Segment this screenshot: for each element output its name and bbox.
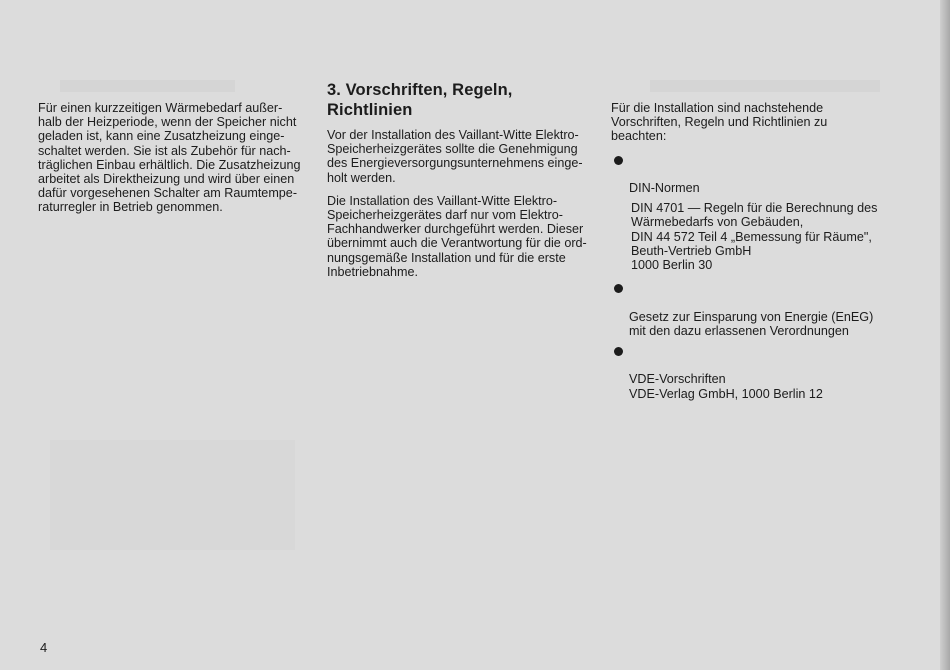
bullet-label: Gesetz zur Einsparung von Energie (EnEG) mit den dazu erlassenen Verordnungen — [629, 309, 874, 338]
bullet-din-norms — [611, 153, 891, 196]
bullet-icon — [614, 284, 623, 293]
show-through-box — [50, 440, 295, 550]
show-through-heading-right — [650, 80, 880, 92]
right-column — [611, 101, 891, 407]
bullet-icon — [614, 156, 623, 165]
page-edge-shadow — [940, 0, 950, 670]
bullet-icon — [614, 347, 623, 356]
regulations-intro: Für die Installation sind nachstehende Vorschriften, Regeln und Richtlinien zu beachten: — [611, 101, 828, 144]
din-details: DIN 4701 — Regeln für die Berechnung des Wärmebedarfs von Gebäuden, DIN 44 572 Teil 4 „Bemessung für Räume", Beuth-Vertrieb GmbH 1000 Berlin 30 — [631, 201, 878, 273]
left-column — [38, 101, 318, 224]
section-heading: 3. Vorschriften, Regeln, Richtlinien — [327, 81, 513, 119]
bullet-label: DIN-Normen — [629, 181, 700, 196]
additional-heating-paragraph: Für einen kurzzeitigen Wärmebedarf außer- halb der Heizperiode, wenn der Speicher nicht geladen ist, kann eine Zusatzheizung einge- schaltet werden. Sie ist als Zubehör für nach- träglichen Einbau erhältlich. Die Zusatzheizung arbeitet als Direktheizung und wird über einen dafür vorgesehenen Schalter am Raumtempe- raturregler in Betrieb genommen. — [38, 101, 301, 215]
middle-column — [327, 80, 597, 288]
show-through-heading-left — [60, 80, 235, 92]
installer-paragraph: Die Installation des Vaillant-Witte Elektro- Speicherheizgerätes darf nur vom Elektro- Fachhandwerker durchgeführt werden. Dieser übernimmt auch die Verantwortung für die ord- nungsgemäße Installation und für die erste Inbetriebnahme. — [327, 193, 587, 279]
approval-paragraph: Vor der Installation des Vaillant-Witte Elektro- Speicherheizgerätes sollte die Genehmigung des Energieversorgungsunternehmens einge- holt werden. — [327, 128, 583, 185]
bullet-vde — [611, 344, 891, 401]
bullet-eneg — [611, 281, 891, 338]
page-number: 4 — [40, 640, 48, 655]
bullet-label: VDE-Vorschriften VDE-Verlag GmbH, 1000 Berlin 12 — [629, 372, 823, 401]
